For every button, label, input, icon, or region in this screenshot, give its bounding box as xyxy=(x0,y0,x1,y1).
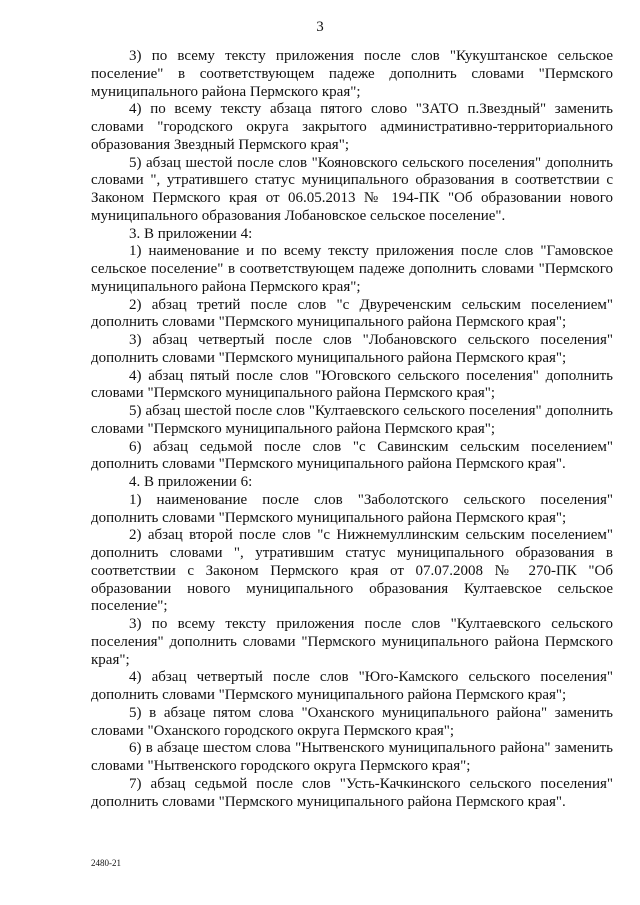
section-heading: 3. В приложении 4: xyxy=(129,225,253,242)
paragraph: 6) абзац седьмой после слов "с Савинским сельским поселением" дополнить словами "Пермского муниципального района Пермского края". xyxy=(91,438,613,473)
page-number: 3 xyxy=(316,19,324,35)
paragraph: 6) в абзаце шестом слова "Нытвенского муниципального района" заменить словами "Нытвенского городского округа Пермского края"; xyxy=(91,740,613,774)
paragraph: 4) абзац пятый после слов "Юговского сельского поселения" дополнить словами "Пермского муниципального района Пермского края"; xyxy=(91,367,613,402)
paragraph: 4) абзац четвертый после слов "Юго-Камского сельского поселения" дополнить словами "Пермского муниципального района Пермского края"; xyxy=(91,669,613,703)
paragraph: 3) по всему тексту приложения после слов "Култаевского сельского поселения" дополнить словами "Пермского муниципального района Пермского края"; xyxy=(91,616,613,668)
paragraph: 5) абзац шестой после слов "Кояновского сельского поселения" дополнить словами ", утратившего статус муниципального образования в соответствии с Законом Пермского края от 06.05.2013 № 194-ПК "Об образовании нового муниципального образования Лобановское сельское поселение". xyxy=(91,154,613,224)
paragraph: 5) абзац шестой после слов "Култаевского сельского поселения" дополнить словами "Пермского муниципального района Пермского края"; xyxy=(91,403,613,437)
paragraph: 5) в абзаце пятом слова "Оханского муниципального района" заменить словами "Оханского городского округа Пермского края"; xyxy=(91,704,613,739)
paragraph: 4) по всему тексту абзаца пятого слово "ЗАТО п.Звездный" заменить словами "городского округа закрытого административно-территориального образования Звездный Пермского края"; xyxy=(91,101,613,153)
paragraph: 1) наименование после слов "Заболотского сельского поселения" дополнить словами "Пермского муниципального района Пермского края"; xyxy=(91,491,613,526)
paragraph: 1) наименование и по всему тексту приложения после слов "Гамовское сельское поселение" в соответствующем падеже дополнить словами "Пермского муниципального района Пермского края"; xyxy=(91,243,613,295)
paragraph: 3) по всему тексту приложения после слов "Кукуштанское сельское поселение" в соответствующем падеже дополнить словами "Пермского муниципального района Пермского края"; xyxy=(91,48,613,100)
paragraph: 3) абзац четвертый после слов "Лобановского сельского поселения" дополнить словами "Пермского муниципального района Пермского края"; xyxy=(91,332,613,366)
paragraph: 2) абзац третий после слов "с Двуреченским сельским поселением" дополнить словами "Пермского муниципального района Пермского края"; xyxy=(91,296,613,331)
document-code: 2480-21 xyxy=(91,858,121,868)
document-body xyxy=(91,48,613,811)
paragraph: 2) абзац второй после слов "с Нижнемуллинским сельским поселением" дополнить словами ", утратившим статус муниципального образования в соответствии с Законом Пермского края от 07.07.2008 № 270-ПК "Об образовании нового муниципального образования Култаевское сельское поселение"; xyxy=(91,527,613,615)
section-heading: 4. В приложении 6: xyxy=(129,474,253,490)
paragraph: 7) абзац седьмой после слов "Усть-Качкинского сельского поселения" дополнить словами "Пермского муниципального района Пермского края". xyxy=(91,775,613,810)
